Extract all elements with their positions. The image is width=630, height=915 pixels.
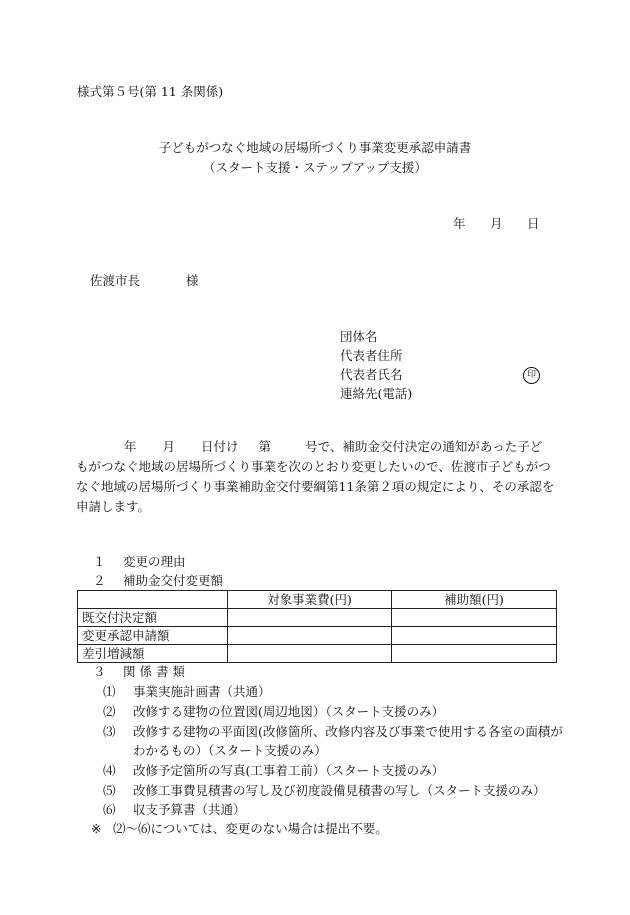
note-text: ⑵～⑹については、変更のない場合は提出不要。 (113, 821, 388, 836)
application-body (76, 437, 556, 517)
body-line-1-rest: 号で、補助金交付決定の通知があった子ど (305, 439, 543, 454)
list-item: ⑷ 改修予定箇所の写真(工事着工前）（スタート支援のみ） (103, 763, 445, 778)
list-item: ⑶ 改修する建物の平面図(改修箇所、改修内容及び事業で使用する各室の面積が (103, 724, 563, 739)
cost-cell[interactable] (228, 645, 392, 663)
item-change-reason: １ 変更の理由 (93, 554, 186, 569)
contact-label: 連絡先(電話) (340, 386, 413, 401)
subsidy-cell[interactable] (392, 627, 557, 645)
submission-note (91, 823, 388, 836)
body-line-4: 申請します。 (76, 499, 151, 514)
body-day: 日付け (201, 439, 239, 454)
list-item-continuation: わかるもの）（スタート支援のみ） (133, 743, 327, 758)
list-item: ⑹ 収支予算書（共通） (103, 802, 246, 817)
org-name-label: 団体名 (340, 329, 378, 344)
note-mark: ※ (91, 821, 102, 836)
addressee-honorific: 様 (186, 273, 199, 288)
body-year: 年 (124, 439, 137, 454)
item-subsidy-change: ２ 補助金交付変更額 (93, 573, 224, 588)
rep-address-label: 代表者住所 (340, 348, 403, 363)
body-line-3: なぐ地域の居場所づくり事業補助金交付要綱第11条第２項の規定により、その承認を (76, 479, 555, 494)
body-month: 月 (162, 439, 176, 454)
row-label: 変更承認申請額 (78, 627, 228, 645)
body-dai: 第 (258, 439, 272, 454)
table-row (78, 609, 557, 627)
date-day: 日 (527, 216, 540, 231)
seal-mark: 印 (523, 367, 540, 384)
list-item: ⑵ 改修する建物の位置図(周辺地図）（スタート支援のみ） (103, 704, 445, 719)
table-row (78, 627, 557, 645)
rep-name-label: 代表者氏名 (340, 367, 403, 382)
subsidy-cell[interactable] (392, 645, 557, 663)
item-related-documents: ３ 関 係 書 類 (93, 664, 185, 679)
subsidy-cell[interactable] (392, 609, 557, 627)
row-label: 既交付決定額 (78, 609, 228, 627)
body-line-1 (76, 437, 556, 457)
table-row (78, 645, 557, 663)
cost-cell[interactable] (228, 627, 392, 645)
table-header: 補助額(円) (392, 591, 557, 609)
list-item: ⑸ 改修工事費見積書の写し及び初度設備見積書の写し（スタート支援のみ） (103, 783, 546, 798)
row-label: 差引増減額 (78, 645, 228, 663)
date-year: 年 (453, 216, 466, 231)
date-month: 月 (490, 216, 503, 231)
list-item: ⑴ 事業実施計画書（共通） (103, 684, 271, 699)
body-line-2: もがつなぐ地域の居場所づくり事業を次のとおり変更したいので、佐渡市子どもがつ (76, 459, 551, 474)
addressee-name: 佐渡市長 (90, 273, 141, 288)
table-header-row (78, 591, 557, 609)
table-header: 対象事業費(円) (228, 591, 392, 609)
subsidy-amount-table (77, 590, 557, 663)
document-subtitle: （スタート支援・ステップアップ支援） (203, 160, 427, 175)
document-title: 子どもがつなぐ地域の居場所づくり事業変更承認申請書 (158, 140, 472, 155)
cost-cell[interactable] (228, 609, 392, 627)
form-number: 様式第５号(第 11 条関係) (77, 84, 224, 99)
table-header (78, 591, 228, 609)
